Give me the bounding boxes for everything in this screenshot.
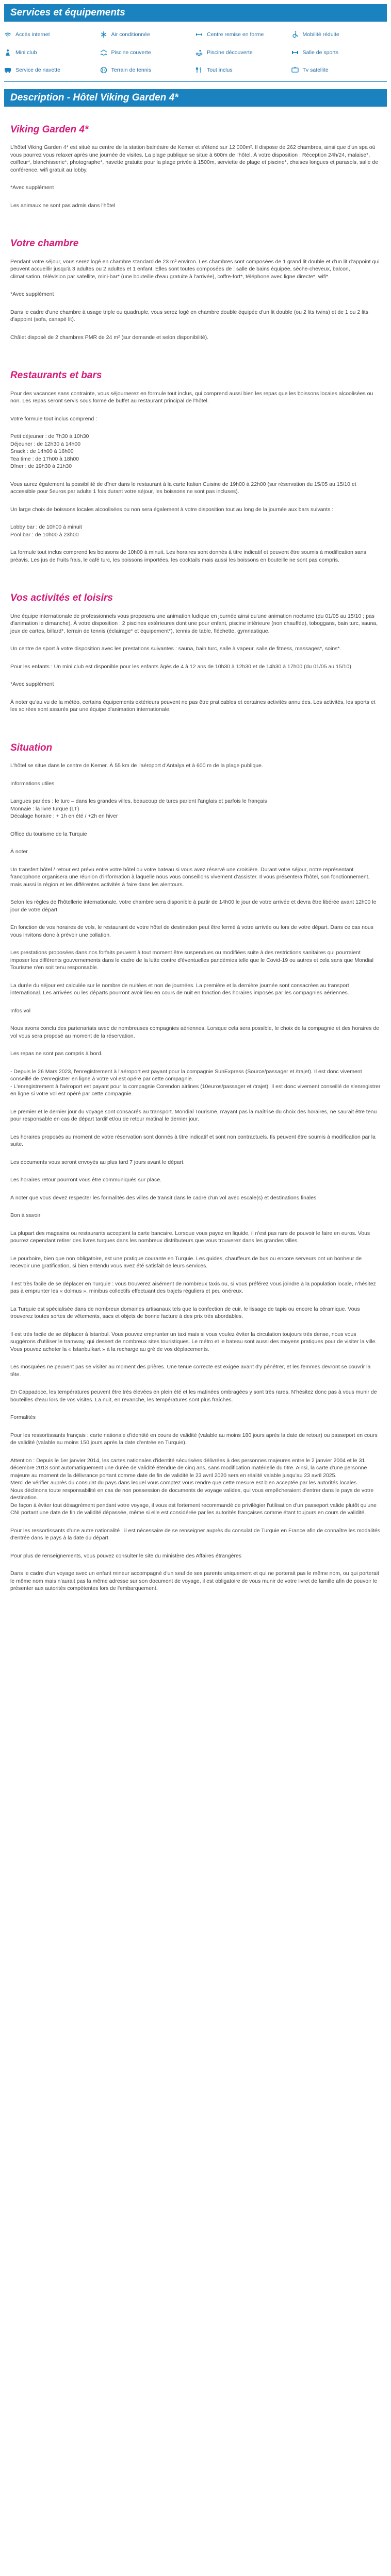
section-paragraph: À noter qu'au vu de la météo, certains équipements extérieurs peuvent ne pas être praticables et certaines activités annulées. Les activités, les sports et les soirées sont assurés par une équipe d'animation internationale. — [10, 699, 376, 713]
section-paragraph: Un large choix de boissons locales alcoolisées ou non sera également à votre disposition tout au long de la journée aux bars suivants : — [10, 506, 334, 513]
section-paragraph: *Avec supplément — [10, 184, 54, 191]
section-paragraph: Infos vol — [10, 1007, 31, 1014]
section-heading: Votre chambre — [10, 238, 79, 249]
section-paragraph: *Avec supplément — [10, 291, 54, 297]
amenity-label: Tv satellite — [302, 67, 329, 73]
amenity-label: Terrain de tennis — [111, 67, 152, 73]
tv-icon — [291, 66, 299, 74]
amenity-item — [4, 49, 100, 57]
wheelchair-icon — [291, 31, 299, 38]
description-section — [10, 372, 381, 564]
section-paragraph: L'hôtel Viking Garden 4* est situé au centre de la station balnéaire de Kemer et s'étend sur 12 000m². Il dispose de 262 chambres, ainsi que d'un spa où vous pourrez vous relaxer après une journée de visites. La plage publique se situe à 600m de l'hôtel. À votre disposition : Réception 24h/24, malaise*, coiffeur*, blanchisserie*, photographe*, navette gratuite pour la plage privée à 1500m, serviette de plage et piscine*, chaises longues et parasols, salle de conférence, wifi gratuit au lobby. — [10, 144, 379, 173]
indoor-pool-icon — [100, 49, 107, 56]
section-paragraph: Formalités — [10, 1414, 36, 1420]
section-paragraph: Votre formule tout inclus comprend : — [10, 415, 97, 422]
amenity-label: Centre remise en forme — [207, 31, 264, 38]
shuttle-icon — [4, 66, 11, 74]
kids-icon — [4, 49, 11, 56]
section-paragraph: À noter que vous devez respecter les formalités des villes de transit dans le cadre d'un vol avec escale(s) et destinations finales — [10, 1194, 317, 1201]
section-paragraph: Les documents vous seront envoyés au plus tard 7 jours avant le départ. — [10, 1159, 185, 1165]
amenity-label: Piscine couverte — [111, 49, 151, 56]
section-heading: Restaurants et bars — [10, 370, 102, 381]
section-paragraph: Attention : Depuis le 1er janvier 2014, les cartes nationales d'identité sécurisées délivrées à des personnes majeures entre le 2 janvier 2004 et le 31 décembre 2013 sont automatiquement une durée de validité étendue de cinq ans, sans modification matérielle du titre. Ainsi, la carte d'une personne majeure au moment de la délivrance portant comme date de fin de validité le 23 avril 2020 sera en réalité valable jusqu'au 23 avril 2025. Merci de vérifier auprès du consulat du pays dans lequel vous comptez vous rendre que cette mesure est bien acceptée par les autorités locales. Nous déclinons toute responsabilité en cas de non possession de documents de voyage valides, qui vous empêcheraient d'entrer dans le pays de votre destination. De façon à éviter tout désagrément pendant votre voyage, il vous est fortement recommandé de privilégier l'utilisation d'un passeport valide plutôt qu'une CNI portant une date de fin de validité dépassée, même si elle est considérée par les autorités françaises comme étant toujours en cours de validité. — [10, 1457, 377, 1516]
section-paragraph: Les repas ne sont pas compris à bord. — [10, 1050, 103, 1057]
section-paragraph: La Turquie est spécialisée dans de nombreux domaines artisanaux tels que la confection de cuir, le lissage de tapis ou encore la céramique. Vous trouverez toutes sortes de vêtements, sacs et objets de bonne facture à des prix très abordables. — [10, 1306, 360, 1319]
gym-icon — [291, 49, 299, 56]
section-heading: Situation — [10, 742, 53, 753]
amenities-grid — [4, 31, 387, 74]
amenity-item — [291, 31, 387, 39]
section-heading: Viking Garden 4* — [10, 124, 89, 135]
section-paragraph: Le pourboire, bien que non obligatoire, est une pratique courante en Turquie. Les guides, chauffeurs de bus ou encore serveurs ont un bonheur de recevoir une gratification, si bien entendu vous avez été satisfait de leurs services. — [10, 1255, 362, 1269]
section-paragraph: La plupart des magasins ou restaurants acceptent la carte bancaire. Lorsque vous payez en liquide, il n'est pas rare de pouvoir le faire en euros. Vous pourrez cependant retirer des livres turques dans les nombreux distributeurs que vous trouverez dans les grandes villes. — [10, 1230, 370, 1244]
tennis-icon — [100, 66, 107, 74]
amenity-item — [291, 49, 387, 57]
description-section — [10, 592, 381, 714]
section-paragraph: Un centre de sport à votre disposition avec les prestations suivantes : sauna, bain turc, salle à vapeur, salle de fitness, massages*, soins*. — [10, 646, 341, 652]
amenity-item — [291, 66, 387, 74]
section-paragraph: Le premier et le dernier jour du voyage sont consacrés au transport. Mondial Tourisme, n'ayant pas la maîtrise du choix des horaires, ne saurait être tenu pour responsable en cas de départ tardif et/ou de retour matinal le dernier jour. — [10, 1108, 377, 1122]
section-paragraph: La formule tout inclus comprend les boissons de 10h00 à minuit. Les horaires sont donnés à titre indicatif et peuvent être soumis à modification sans préavis. Les jus de fruits frais, le café turc, les boissons importées, les cocktails mais aussi les boissons en bouteille ne sont pas compris. — [10, 549, 366, 563]
section-paragraph: Selon les règles de l'hôtellerie internationale, votre chambre sera disponible à partir de 14h00 le jour de votre arrivée et devra être libérée avant 12h00 le jour de votre départ. — [10, 899, 377, 913]
amenity-item — [4, 31, 100, 39]
section-paragraph: Nous avons conclu des partenariats avec de nombreuses compagnies aériennes. Lorsque cela sera possible, le choix de la compagnie et des horaires de vol vous sera proposé au moment de la réservation. — [10, 1025, 380, 1039]
section-paragraph: Langues parlées : le turc – dans les grandes villes, beaucoup de turcs parlent l'anglais et parfois le français Monnaie : la livre turque (LT) Décalage horaire : + 1h en été / +2h en hiver — [10, 798, 267, 819]
section-paragraph: Pour des vacances sans contrainte, vous séjournerez en formule tout inclus, qui comprend aussi bien les repas que les boissons locales alcoolisées ou non. Les repas seront servis sous forme de buffet au restaurant principal de l'hôtel. — [10, 390, 373, 404]
section-paragraph: Office du tourisme de la Turquie — [10, 831, 87, 837]
amenity-item — [4, 66, 100, 74]
section-paragraph: Vous aurez également la possibilité de dîner dans le restaurant à la carte Italian Cuisine de 19h00 à 22h00 (sur réservation du 15/05 au 15/10 et accessible pour 5euros par adulte 1 fois durant votre séjour, les boissons ne sont pas incluses). — [10, 481, 356, 495]
section-paragraph: Petit déjeuner : de 7h30 à 10h30 Déjeuner : de 12h30 à 14h00 Snack : de 14h00 à 16h00 Tea time : de 17h00 à 18h00 Dîner : de 19h30 à 21h30 — [10, 433, 89, 469]
section-paragraph: Informations utiles — [10, 780, 55, 787]
amenity-item — [196, 66, 291, 74]
wifi-icon — [4, 31, 11, 38]
amenity-label: Service de navette — [15, 67, 60, 73]
section-paragraph: Une équipe internationale de professionnels vous proposera une animation ludique en journée ainsi qu'une animation nocturne (du 01/05 au 15/10 ; pas d'animation le dimanche). À votre disposition : 2 piscines extérieures dont une pour enfant, piscine intérieure (non chauffée), toboggans, bain turc, sauna, jeux de cartes, billard*, terrain de tennis (éclairage* et équipement*), tennis de table, fléchette, gymnastique. — [10, 613, 378, 634]
section-paragraph: Pour plus de renseignements, vous pouvez consulter le site du ministère des Affaires étrangères — [10, 1552, 242, 1559]
amenity-label: Piscine découverte — [207, 49, 253, 56]
description-banner: Description - Hôtel Viking Garden 4* — [4, 89, 387, 107]
section-paragraph: *Avec supplément — [10, 681, 54, 687]
section-paragraph: La durée du séjour est calculée sur le nombre de nuitées et non de journées. La première et la dernière journée sont consacrées au transport international. Les arrivées ou les départs pourront avoir lieu en cours de nuit en fonction des horaires imposés par les compagnies aériennes. — [10, 982, 349, 996]
pool-icon — [196, 49, 203, 56]
section-divider — [4, 81, 387, 82]
section-paragraph: Dans le cadre d'une chambre à usage triple ou quadruple, vous serez logé en chambre double équipée d'un lit double (ou 2 lits twins) et de 1 ou 2 lits d'appoint (sofa, canapé lit). — [10, 309, 368, 323]
section-paragraph: En fonction de vos horaires de vols, le restaurant de votre hôtel de destination peut être fermé à votre arrivée ou lors de votre départ. Dans ce cas nous vous invitons donc à prévoir une collation. — [10, 924, 373, 938]
amenity-label: Tout inclus — [207, 67, 233, 73]
description-section — [10, 744, 381, 1592]
section-paragraph: À noter — [10, 849, 28, 855]
amenity-item — [100, 66, 196, 74]
amenity-item — [100, 31, 196, 39]
section-paragraph: Les mosquées ne peuvent pas se visiter au moment des prières. Une tenue correcte est exigée avant d'y pénétrer, et les femmes devront se couvrir la tête. — [10, 1364, 371, 1378]
services-banner: Services et équipements — [4, 4, 387, 22]
section-paragraph: Lobby bar : de 10h00 à minuit Pool bar : de 10h00 à 23h00 — [10, 524, 82, 538]
amenity-label: Salle de sports — [302, 49, 338, 56]
section-paragraph: Un transfert hôtel / retour est prévu entre votre hôtel ou votre bateau si vous avez réservé une croisière. Durant votre séjour, notre représentant francophone organisera une réunion d'information à laquelle nous vous conseillons vivement d'assister. Il vous présentera l'hôtel, son fonctionnement, mais aussi la région et les différentes activités à faire dans les alentours. — [10, 866, 370, 888]
section-paragraph: Bon à savoir — [10, 1212, 41, 1218]
section-paragraph: Pour les ressortissants d'une autre nationalité : il est nécessaire de se renseigner auprès du consulat de Turquie en France afin de connaître les modalités d'entrée dans le pays à la date du départ. — [10, 1527, 380, 1541]
section-paragraph: Pour les ressortissants français : carte nationale d'identité en cours de validité (valable au moins 180 jours après la date de retour) ou passeport en cours de validité (valable au moins 150 jours après la date d'entrée en Turquie). — [10, 1432, 378, 1446]
section-paragraph: Les horaires proposés au moment de votre réservation sont donnés à titre indicatif et sont non contractuels. Ils peuvent être soumis à modification par la suite. — [10, 1133, 376, 1147]
section-paragraph: L'hôtel se situe dans le centre de Kemer. À 55 km de l'aéroport d'Antalya et à 600 m de la plage publique. — [10, 762, 263, 769]
amenity-label: Mobilité réduite — [302, 31, 339, 38]
section-paragraph: En Cappadoce, les températures peuvent être très élevées en plein été et les matinées ombragées y sont très rares. N'hésitez donc pas à vous munir de bouteilles d'eau lors de vos visites. La nuit, en revanche, les températures sont plus fraîches. — [10, 1389, 377, 1403]
section-paragraph: Les horaires retour pourront vous être communiqués sur place. — [10, 1177, 161, 1183]
section-paragraph: Pendant votre séjour, vous serez logé en chambre standard de 23 m² environ. Les chambres sont composées de 1 grand lit double et d'un lit d'appoint qui peuvent accueillir jusqu'à 3 adultes ou 2 adultes et 1 enfant. Elles sont toutes composées de : salle de bains équipée, sèche-cheveux, balcon, climatisation, télévision par satellite, mini-bar* (une bouteille d'eau gratuite à l'arrivée), coffre-fort*, téléphone avec ligne directe*, wifi*. — [10, 258, 380, 280]
amenity-label: Accès internet — [15, 31, 50, 38]
description-content — [0, 126, 391, 1592]
amenity-label: Air conditionnée — [111, 31, 150, 38]
amenity-item — [100, 49, 196, 57]
section-paragraph: Les prestations proposées dans nos forfaits peuvent à tout moment être suspendues ou modifiées suite à des restrictions sanitaires qui pourraient imposer les différents gouvernements dans le cadre de la lutte contre d'éventuelles pandémies telle que le Covid-19 ou autres et cela sans que Mondial Tourisme n'en soit tenu responsable. — [10, 950, 373, 971]
section-paragraph: Châlet disposé de 2 chambres PMR de 24 m² (sur demande et selon disponibilité). — [10, 334, 209, 341]
section-paragraph: Les animaux ne sont pas admis dans l'hôtel — [10, 202, 116, 209]
section-paragraph: Il est très facile de se déplacer à Istanbul. Vous pouvez emprunter un taxi mais si vous voulez éviter la circulation toujours très dense, nous vous suggérons d'utiliser le tramway, qui dessert de nombreux sites touristiques. Le métro et le bateau sont aussi des moyens pratiques pour de visiter la ville. Vous pouvez acheter la « Istanbulkart » à la recharge au gré de vos déplacements. — [10, 1331, 377, 1352]
snowflake-icon — [100, 31, 107, 38]
description-section — [10, 240, 381, 341]
section-paragraph: Pour les enfants : Un mini club est disponible pour les enfants âgés de 4 à 12 ans de 10h30 à 12h30 et de 14h30 à 17h00 (du 01/05 au 15/10). — [10, 663, 353, 670]
dumbbell-icon — [196, 31, 203, 38]
section-paragraph: Il est très facile de se déplacer en Turquie : vous trouverez aisément de nombreux taxis ou, si vous préférez vous joindre à la population locale, n'hésitez pas à emprunter les « dolmus », minibus collectifs effectuant des trajets réguliers et peu onéreux. — [10, 1280, 376, 1294]
section-paragraph: Dans le cadre d'un voyage avec un enfant mineur accompagné d'un seul de ses parents uniquement et qui ne porterait pas le même nom, ou qui porterait le même nom mais n'aurait pas la même adresse sur son document de voyage, il est obligatoire de vous munir de votre livret de famille afin de pouvoir le présenter aux autorités compétentes lors de l'embarquement. — [10, 1570, 379, 1591]
all-inclusive-icon — [196, 66, 203, 74]
amenity-item — [196, 31, 291, 39]
section-heading: Vos activités et loisirs — [10, 592, 113, 603]
amenity-item — [196, 49, 291, 57]
amenity-label: Mini club — [15, 49, 37, 56]
section-paragraph: - Depuis le 26 Mars 2023, l'enregistrement à l'aéroport est payant pour la compagnie SunExpress (Source/passager et /trajet). Il est donc vivement conseillé de s'enregistrer en ligne à votre vol est opéré par cette compagnie. - L'enregistrement à l'aéroport est payant pour la compagnie Corendon airlines (10euros/passager et /trajet). Il est donc vivement conseillé de s'enregistrer en ligne si votre vol est opéré par cette compagnie. — [10, 1068, 381, 1097]
description-section — [10, 126, 381, 210]
